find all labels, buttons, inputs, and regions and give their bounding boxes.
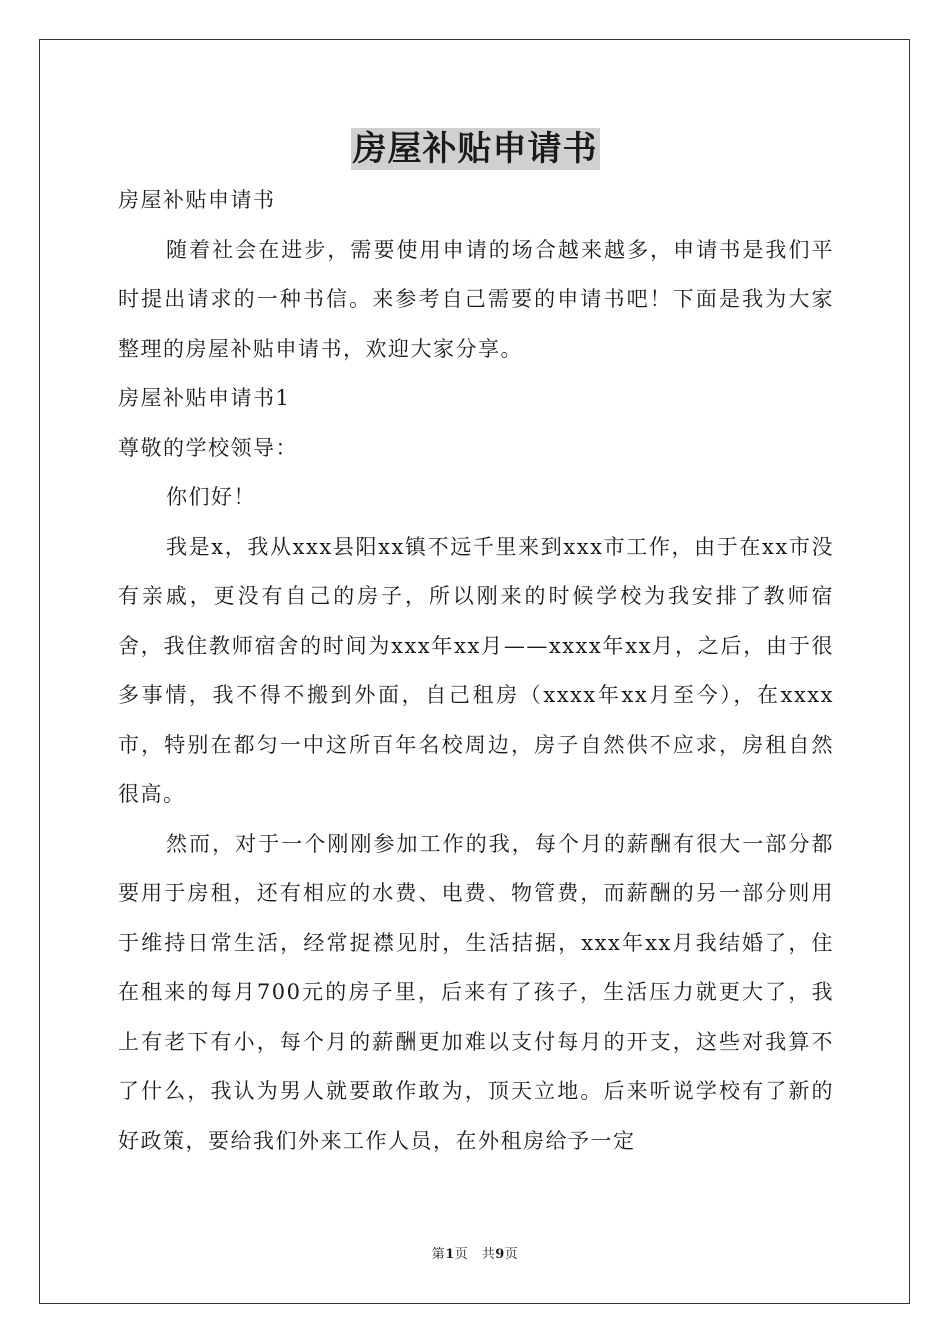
- page-footer: [0, 1246, 950, 1264]
- footer-suffix: 页: [504, 1247, 519, 1262]
- intro-paragraph: 随着社会在进步，需要使用申请的场合越来越多，申请书是我们平时提出请求的一种书信。来参考自己需要的申请书吧！下面是我为大家整理的房屋补贴申请书，欢迎大家分享。: [118, 237, 834, 361]
- section-heading: 房屋补贴申请书1: [118, 386, 291, 410]
- body-paragraph-1: 我是x，我从xxx县阳xx镇不远千里来到xxx市工作，由于在xx市没有亲戚，更没有自己的房子，所以刚来的时候学校为我安排了教师宿舍，我住教师宿舍的时间为xxx年xx月——xxxx年xx月，之后，由于很多事情，我不得不搬到外面，自己租房（xxxx年xx月至今），在xxxx市，特别在都匀一中这所百年名校周边，房子自然供不应求，房租自然很高。: [118, 534, 834, 806]
- salutation: 尊敬的学校领导：: [118, 435, 298, 460]
- subtitle-paragraph: 房屋补贴申请书: [118, 188, 276, 212]
- footer-total-pages: 9: [495, 1247, 505, 1262]
- greeting: 你们好！: [166, 485, 256, 509]
- title-container: [0, 128, 950, 170]
- footer-mid: 页 共: [454, 1247, 496, 1262]
- footer-prefix: 第: [431, 1247, 446, 1262]
- document-title: 房屋补贴申请书: [352, 129, 598, 169]
- body-paragraph-2: 然而，对于一个刚刚参加工作的我，每个月的薪酬有很大一部分都要用于房租，还有相应的水费、电费、物管费，而薪酬的另一部分则用于维持日常生活，经常捉襟见肘，生活拮据，xxx年xx月我结婚了，住在租来的每月700元的房子里，后来有了孩子，生活压力就更大了，我上有老下有小，每个月的薪酬更加难以支付每月的开支，这些对我算不了什么，我认为男人就要敢作敢为，顶天立地。后来听说学校有了新的好政策，要给我们外来工作人员，在外租房给予一定: [118, 831, 834, 1153]
- footer-current-page: 1: [445, 1247, 455, 1262]
- document-body: [118, 176, 834, 1166]
